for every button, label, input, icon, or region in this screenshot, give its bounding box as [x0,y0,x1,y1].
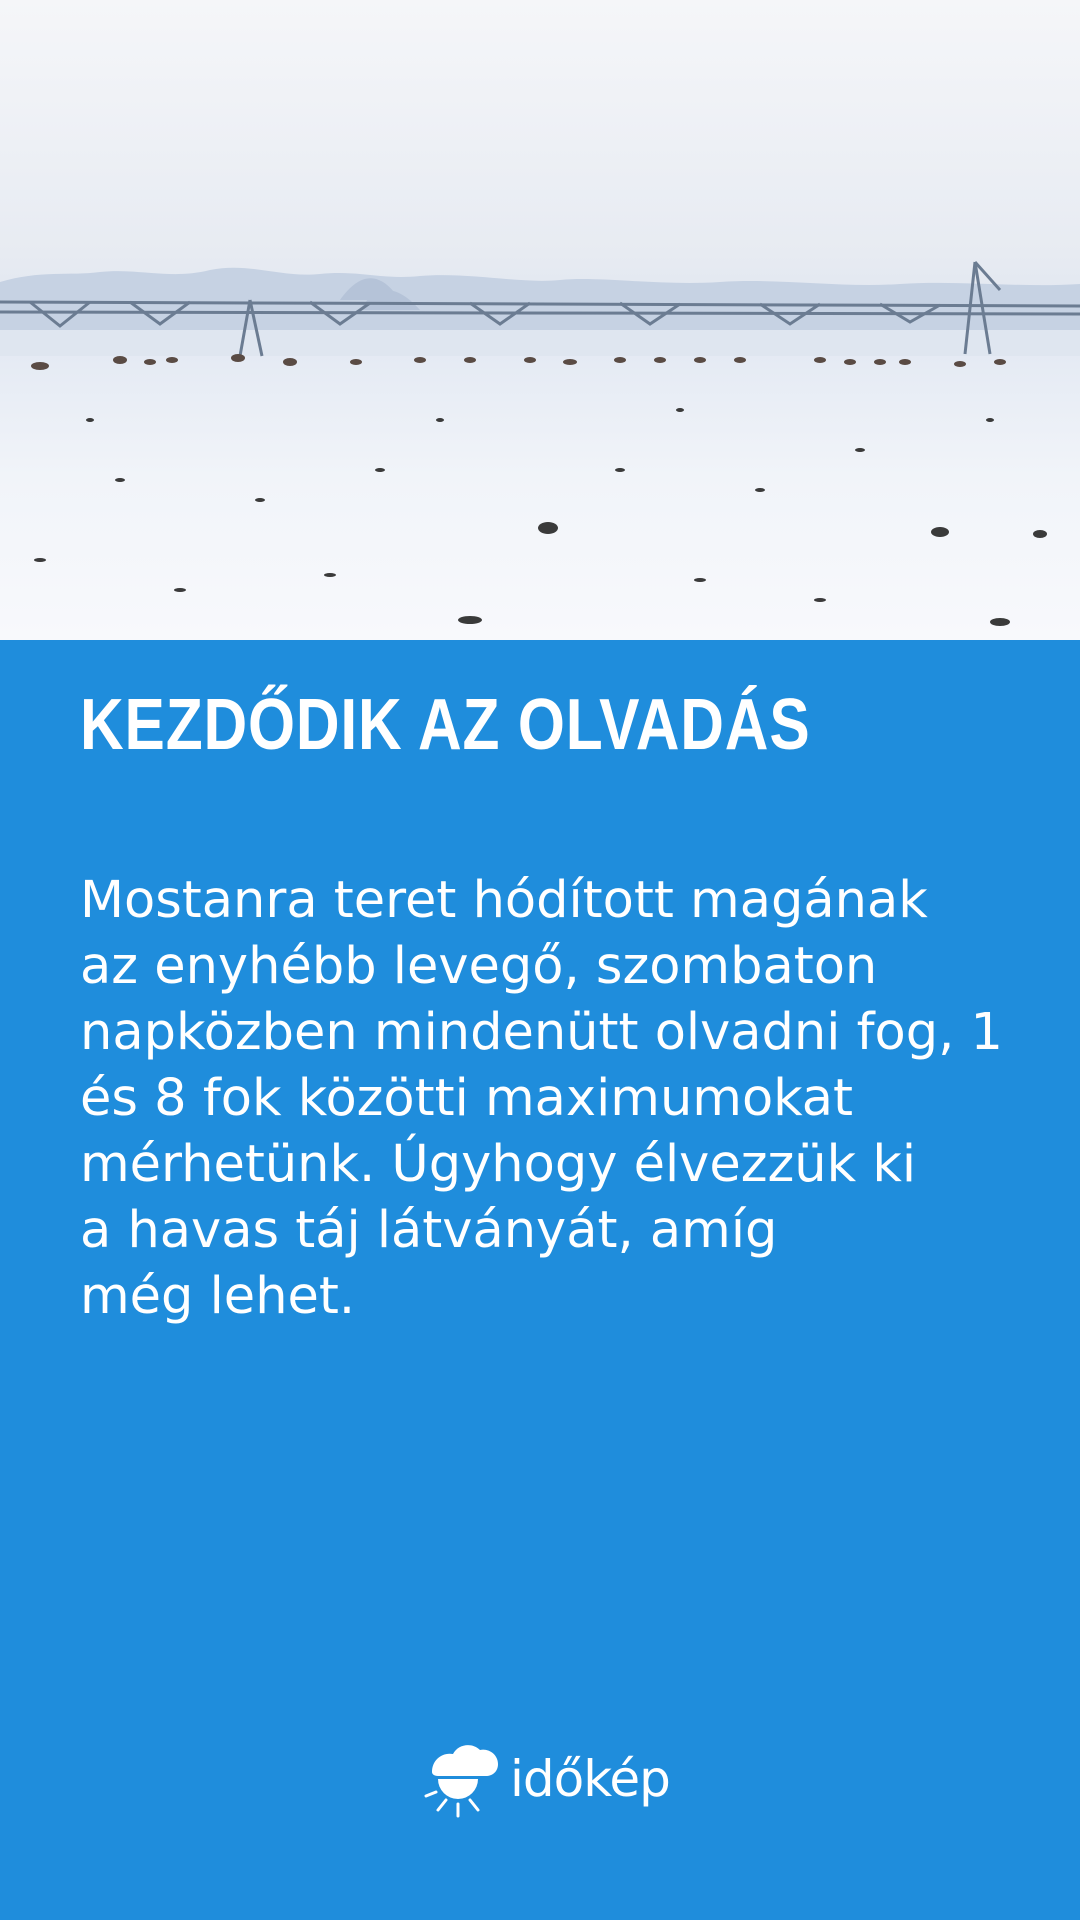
snow-field-image [0,0,1080,640]
article-panel [0,640,1080,1920]
article-body: Mostanra teret hódított magának az enyhébb levegő, szombaton napközben mindenütt olvadni fog, 1 és 8 fok közötti maximumokat mérhetünk. Úgyhogy élvezzük ki a havas táj látványát, amíg még lehet. [80,871,1003,1326]
cloud-sun-logo-icon [420,1736,506,1822]
article-headline: KEZDŐDIK AZ OLVADÁS [80,685,811,765]
hero-photo [0,0,1080,640]
brand-logo [420,1734,670,1824]
brand-wordmark: időkép [510,1750,670,1808]
